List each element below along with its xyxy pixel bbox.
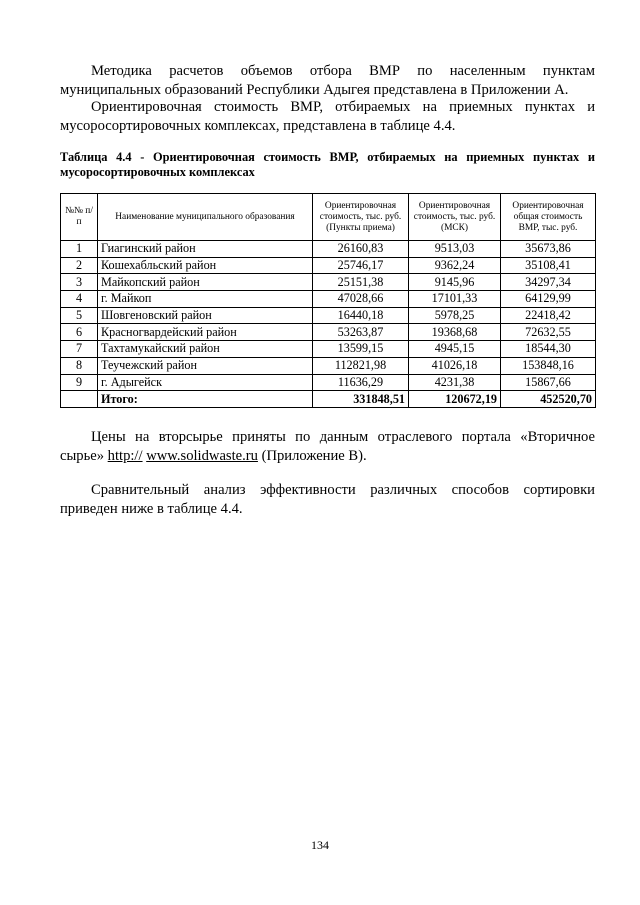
- table-row: [61, 257, 596, 274]
- cell-name: Кошехабльский район: [98, 257, 313, 274]
- cell-num: 7: [61, 341, 98, 358]
- cell-msk: 17101,33: [409, 291, 501, 308]
- cell-points: 112821,98: [313, 357, 409, 374]
- table-total-row: [61, 391, 596, 408]
- cell-points: 25746,17: [313, 257, 409, 274]
- cell-msk: 9362,24: [409, 257, 501, 274]
- header-name: Наименование муниципального образования: [98, 194, 313, 241]
- cell-num-empty: [61, 391, 98, 408]
- cell-total: 22418,42: [501, 307, 596, 324]
- cell-total: 15867,66: [501, 374, 596, 391]
- table-row: [61, 274, 596, 291]
- cell-num: 6: [61, 324, 98, 341]
- paragraph-prices-source: [60, 428, 595, 466]
- cell-num: 9: [61, 374, 98, 391]
- prices-text: Цены на вторсырье приняты по данным отраслевого портала «Вторичное сырье»: [60, 429, 595, 464]
- cell-msk: 5978,25: [409, 307, 501, 324]
- table-row: [61, 291, 596, 308]
- header-points-cost: Ориентировочная стоимость, тыс. руб. (Пункты приема): [313, 194, 409, 241]
- total-points: 331848,51: [313, 391, 409, 408]
- portal-link-domain[interactable]: www.solidwaste.ru: [146, 448, 258, 464]
- cell-num: 8: [61, 357, 98, 374]
- cell-total: 72632,55: [501, 324, 596, 341]
- cell-num: 2: [61, 257, 98, 274]
- cell-points: 11636,29: [313, 374, 409, 391]
- paragraph-comparison: Сравнительный анализ эффективности различных способов сортировки приведен ниже в таблице 4.4.: [60, 482, 595, 517]
- table-row: [61, 374, 596, 391]
- table-row: [61, 324, 596, 341]
- cell-total: 18544,30: [501, 341, 596, 358]
- table-row: [61, 357, 596, 374]
- cell-num: 1: [61, 241, 98, 258]
- cell-points: 16440,18: [313, 307, 409, 324]
- cell-msk: 9513,03: [409, 241, 501, 258]
- cell-num: 5: [61, 307, 98, 324]
- table-caption: Таблица 4.4 - Ориентировочная стоимость ВМР, отбираемых на приемных пунктах и мусоросортировочных комплексах: [60, 150, 595, 179]
- cell-total: 35673,86: [501, 241, 596, 258]
- header-total-cost: Ориентировочная общая стоимость ВМР, тыс. руб.: [501, 194, 596, 241]
- cell-msk: 4231,38: [409, 374, 501, 391]
- table-header-row: [61, 194, 596, 241]
- cell-name: Теучежский район: [98, 357, 313, 374]
- cost-table: [60, 193, 596, 408]
- cell-total: 64129,99: [501, 291, 596, 308]
- cell-points: 13599,15: [313, 341, 409, 358]
- cell-points: 53263,87: [313, 324, 409, 341]
- cell-msk: 9145,96: [409, 274, 501, 291]
- cell-name: Гиагинский район: [98, 241, 313, 258]
- total-label: Итого:: [98, 391, 313, 408]
- total-overall: 452520,70: [501, 391, 596, 408]
- table-row: [61, 341, 596, 358]
- cell-name: Красногвардейский район: [98, 324, 313, 341]
- cell-name: Майкопский район: [98, 274, 313, 291]
- cell-name: Шовгеновский район: [98, 307, 313, 324]
- header-num: №№ п/п: [61, 194, 98, 241]
- header-msk-cost: Ориентировочная стоимость, тыс. руб. (МСК): [409, 194, 501, 241]
- cell-msk: 19368,68: [409, 324, 501, 341]
- total-msk: 120672,19: [409, 391, 501, 408]
- paragraph-methodology: Методика расчетов объемов отбора ВМР по населенным пунктам муниципальных образований Республики Адыгея представлена в Приложении А.: [60, 63, 595, 98]
- cell-name: Тахтамукайский район: [98, 341, 313, 358]
- cell-num: 4: [61, 291, 98, 308]
- portal-link-protocol[interactable]: http://: [107, 448, 143, 464]
- appendix-ref: (Приложение В).: [261, 448, 367, 464]
- cell-total: 35108,41: [501, 257, 596, 274]
- cell-total: 153848,16: [501, 357, 596, 374]
- cell-name: г. Адыгейск: [98, 374, 313, 391]
- cell-name: г. Майкоп: [98, 291, 313, 308]
- cell-points: 25151,38: [313, 274, 409, 291]
- cell-msk: 41026,18: [409, 357, 501, 374]
- table-row: [61, 241, 596, 258]
- cell-total: 34297,34: [501, 274, 596, 291]
- page-number: 134: [311, 838, 329, 852]
- cell-points: 47028,66: [313, 291, 409, 308]
- cell-num: 3: [61, 274, 98, 291]
- cell-points: 26160,83: [313, 241, 409, 258]
- paragraph-cost-intro: Ориентировочная стоимость ВМР, отбираемых на приемных пунктах и мусоросортировочных комплексах, представлена в таблице 4.4.: [60, 99, 595, 134]
- table-row: [61, 307, 596, 324]
- cell-msk: 4945,15: [409, 341, 501, 358]
